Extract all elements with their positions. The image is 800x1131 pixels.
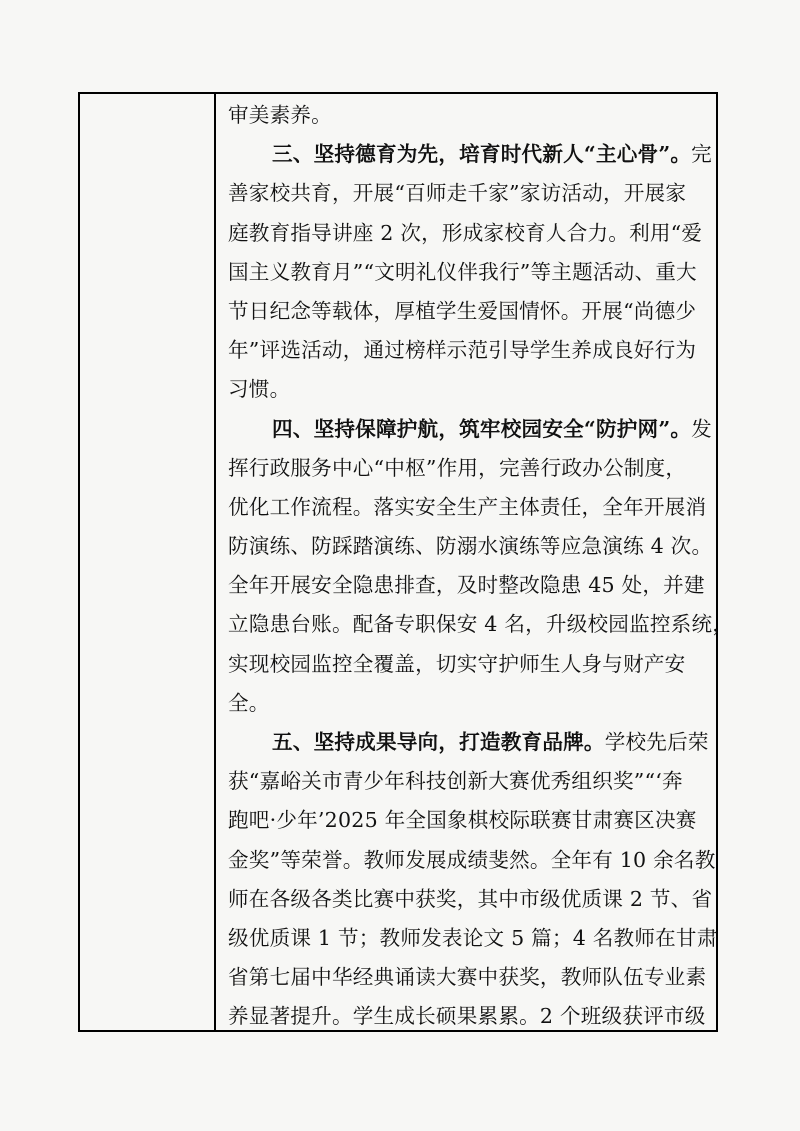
text-line: 实现校园监控全覆盖，切实守护师生人身与财产安 <box>228 651 686 676</box>
text-line: 庭教育指导讲座 2 次，形成家校育人合力。利用“爱 <box>228 220 703 245</box>
section-heading-line: 五、坚持成果导向，打造教育品牌。学校先后荣 <box>272 730 709 754</box>
text-line: 全年开展安全隐患排查，及时整改隐患 45 处，并建 <box>228 573 705 598</box>
text-line: 善家校共育，开展“百师走千家”家访活动，开展家 <box>228 181 687 206</box>
text-line: 节日纪念等载体，厚植学生爱国情怀。开展“尚德少 <box>228 298 697 323</box>
text-line: 金奖”等荣誉。教师发展成绩斐然。全年有 10 余名教 <box>228 847 716 872</box>
content-cell <box>228 96 734 1037</box>
section-heading-line: 四、坚持保障护航，筑牢校园安全“防护网”。发 <box>272 416 712 441</box>
text-line: 养显著提升。学生成长硕果累累。2 个班级获评市级 <box>228 1004 706 1029</box>
text-line: 国主义教育月”“文明礼仪伴我行”等主题活动、重大 <box>228 259 697 284</box>
text-line: 获“嘉峪关市青少年科技创新大赛优秀组织奖”“‘奔 <box>228 769 683 794</box>
column-divider <box>214 94 216 1030</box>
text-line: 省第七届中华经典诵读大赛中获奖，教师队伍专业素 <box>228 965 707 990</box>
text-line: 审美素养。 <box>228 103 332 127</box>
text-line: 优化工作流程。落实安全生产主体责任，全年开展消 <box>228 494 707 519</box>
section-heading-line: 三、坚持德育为先，培育时代新人“主心骨”。完 <box>272 142 712 167</box>
text-line: 防演练、防踩踏演练、防溺水演练等应急演练 4 次。 <box>228 534 713 559</box>
text-line: 跑吧·少年’2025 年全国象棋校际联赛甘肃赛区决赛 <box>228 808 697 833</box>
text-line: 挥行政服务中心“中枢”作用，完善行政办公制度， <box>228 455 687 480</box>
text-line: 级优质课 1 节；教师发表论文 5 篇；4 名教师在甘肃 <box>228 925 718 950</box>
text-line: 年”评选活动，通过榜样示范引导学生养成良好行为 <box>228 338 697 363</box>
text-line: 立隐患台账。配备专职保安 4 名，升级校园监控系统， <box>228 612 734 637</box>
table-frame <box>78 92 734 1032</box>
text-line: 全。 <box>228 690 270 715</box>
text-line: 习惯。 <box>228 377 291 402</box>
text-line: 师在各级各类比赛中获奖，其中市级优质课 2 节、省 <box>228 886 713 911</box>
